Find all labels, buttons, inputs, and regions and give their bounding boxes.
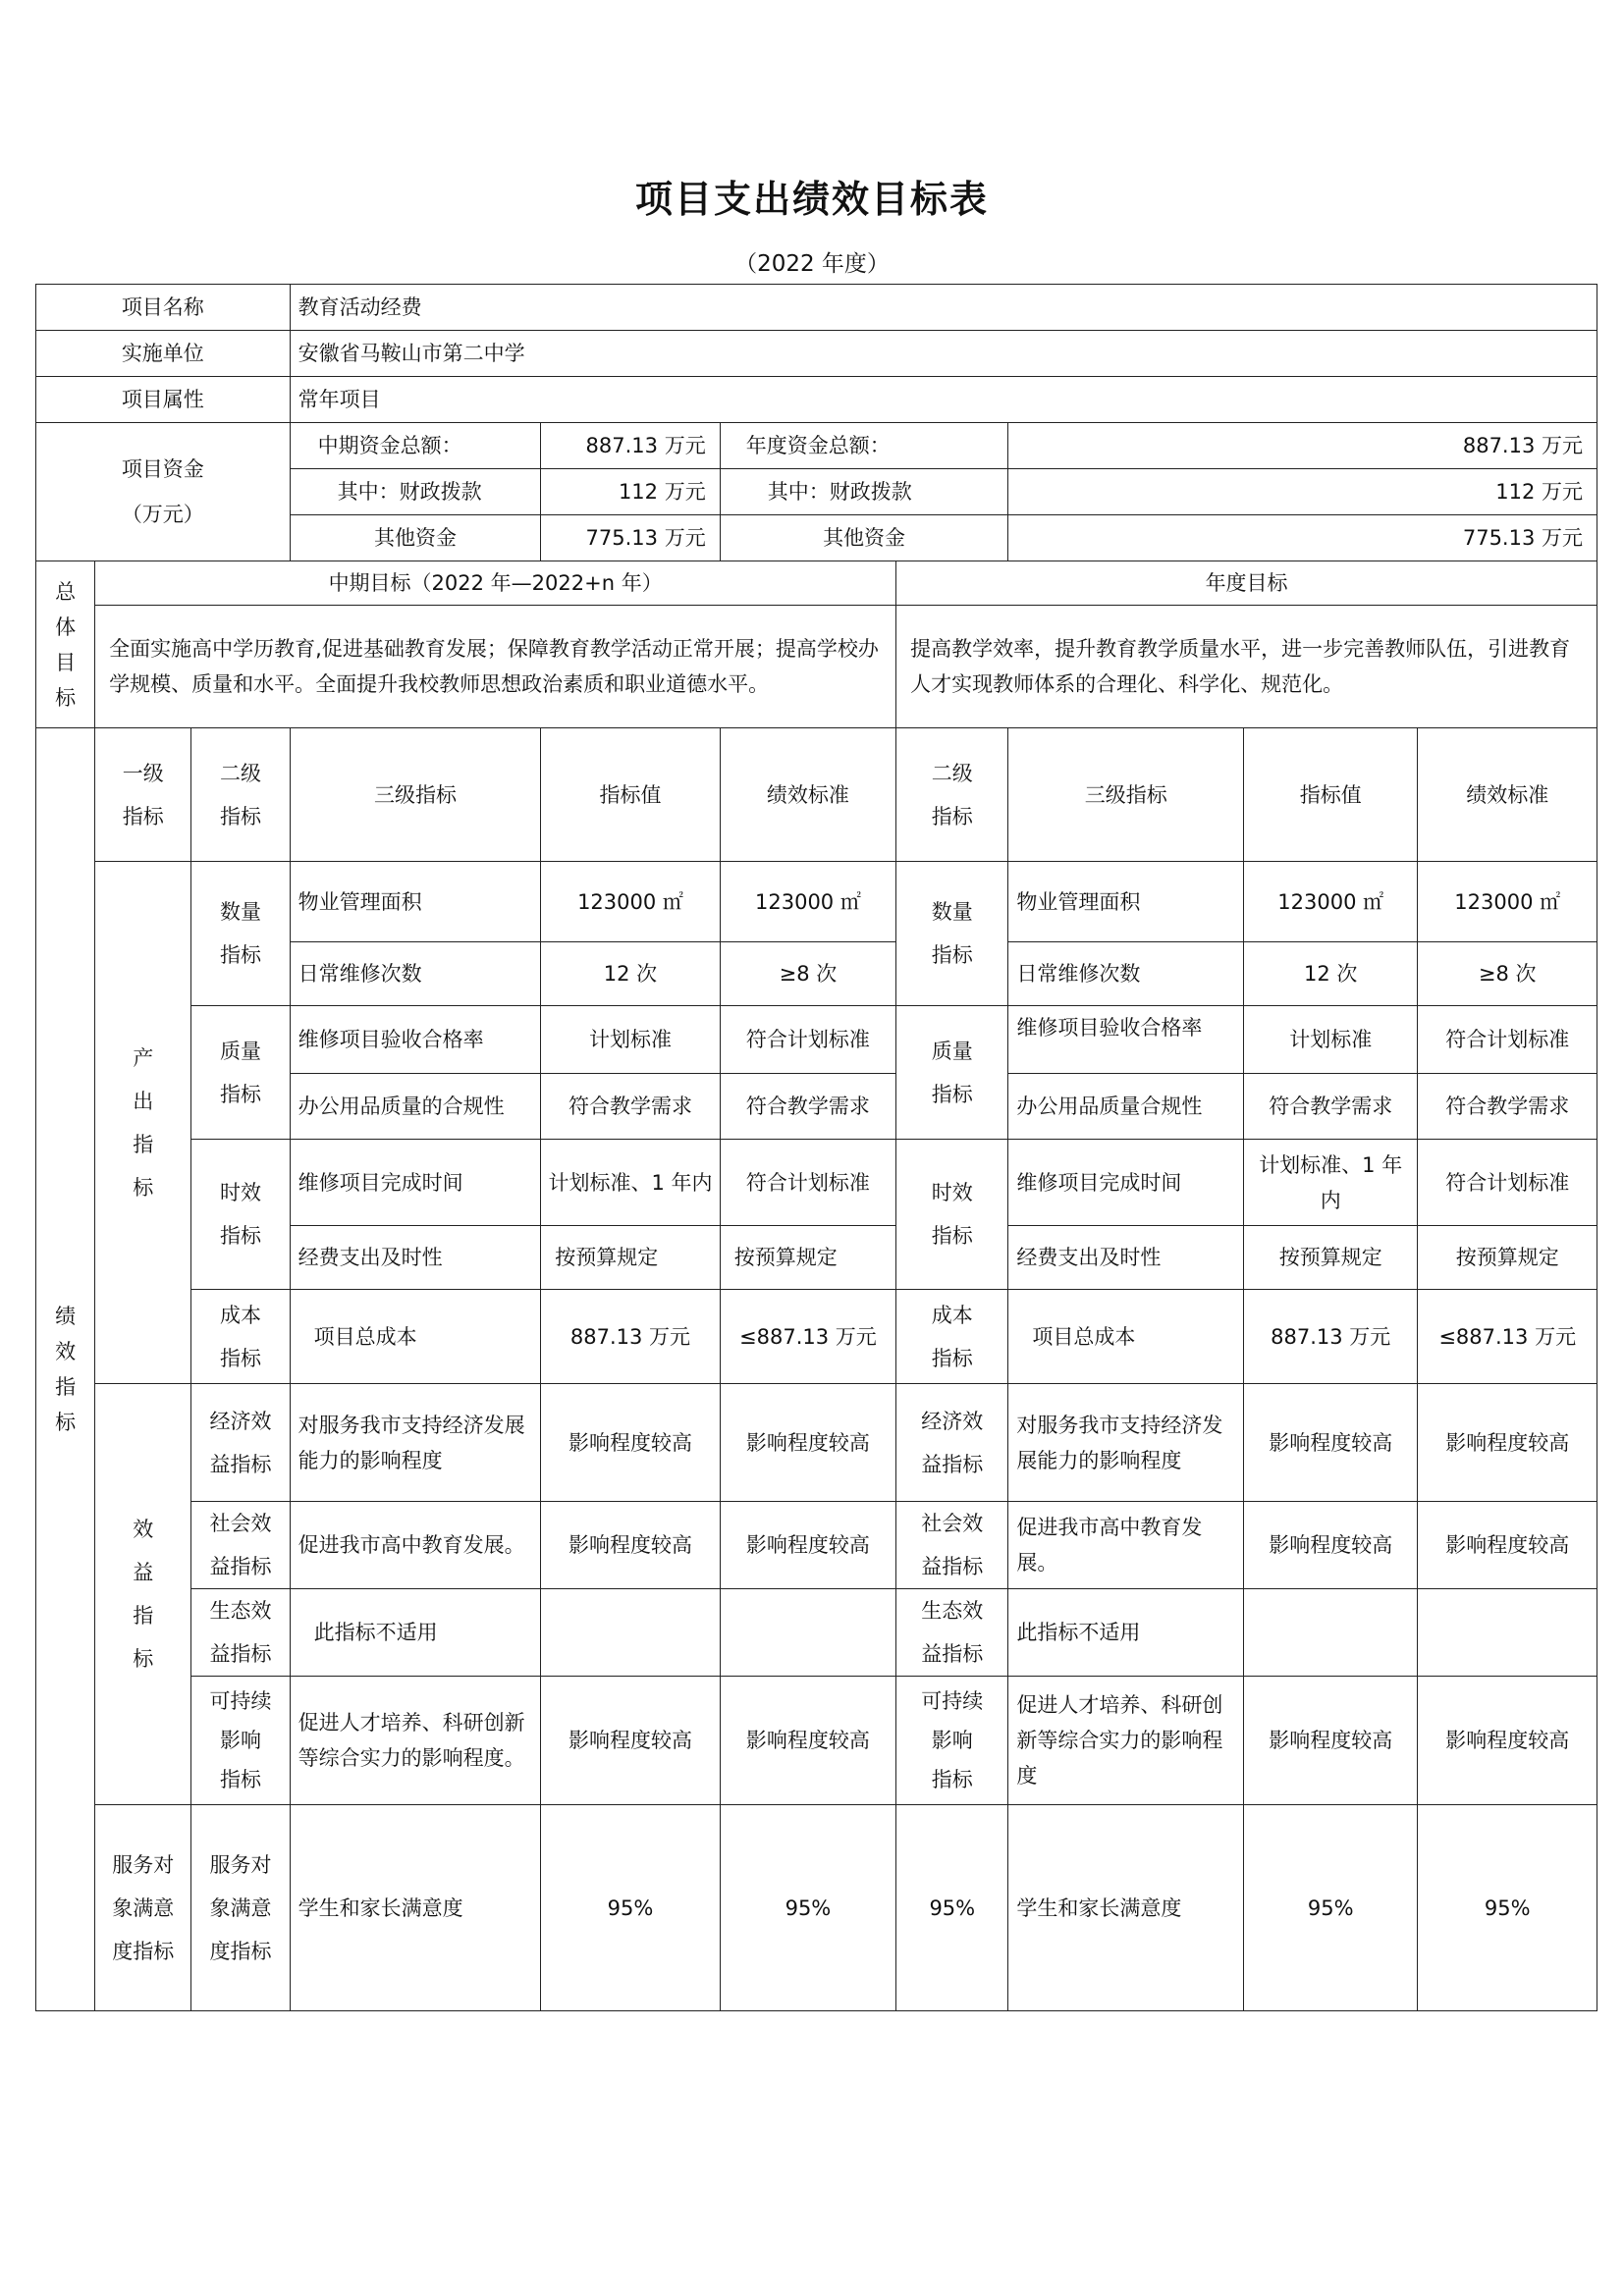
table-row: 对服务我市支持经济发展能力的影响程度	[1008, 1384, 1244, 1502]
project-fund-label: 项目资金 （万元）	[36, 423, 291, 561]
header-level1: 一级 指标	[95, 728, 191, 862]
table-cell: 按预算规定	[720, 1226, 895, 1290]
year-other-label: 其他资金	[720, 515, 1008, 561]
table-cell: 符合教学需求	[720, 1074, 895, 1140]
output-indicator-label: 产 出 指 标	[95, 862, 191, 1384]
table-cell: 影响程度较高	[1418, 1384, 1597, 1502]
table-cell: 符合教学需求	[1418, 1074, 1597, 1140]
mid-goal-header: 中期目标（2022 年—2022+n 年）	[95, 561, 896, 606]
header-standard: 绩效标准	[720, 728, 895, 862]
quantity-indicator: 数量 指标	[191, 862, 290, 1006]
annual-goal-header: 年度目标	[896, 561, 1597, 606]
table-row: 办公用品质量的合规性	[290, 1074, 541, 1140]
table-cell	[1244, 1589, 1418, 1677]
social-benefit-indicator: 社会效 益指标	[191, 1502, 290, 1589]
table-cell: 按预算规定	[541, 1226, 720, 1290]
economic-benefit-indicator: 经济效 益指标	[191, 1384, 290, 1502]
mid-goal-text: 全面实施高中学历教育,促进基础教育发展；保障教育教学活动正常开展；提高学校办学规模、质量和水平。全面提升我校教师思想政治素质和职业道德水平。	[95, 606, 896, 728]
table-cell: 影响程度较高	[1418, 1677, 1597, 1805]
table-cell: 影响程度较高	[541, 1677, 720, 1805]
timeliness-indicator: 时效 指标	[191, 1140, 290, 1290]
year-fiscal-value: 112 万元	[1008, 469, 1597, 515]
table-row: 促进人才培养、科研创新等综合实力的影响程度。	[290, 1677, 541, 1805]
table-cell: 887.13 万元	[1244, 1290, 1418, 1384]
table-row: 此指标不适用	[290, 1589, 541, 1677]
table-row: 维修项目完成时间	[290, 1140, 541, 1226]
header-level3-annual: 三级指标	[1008, 728, 1244, 862]
table-row: 促进我市高中教育发展。	[290, 1502, 541, 1589]
mid-fiscal-value: 112 万元	[541, 469, 720, 515]
table-cell: 影响程度较高	[1418, 1502, 1597, 1589]
header-level2-annual: 二级 指标	[896, 728, 1008, 862]
timeliness-indicator-annual: 时效 指标	[896, 1140, 1008, 1290]
table-cell: 影响程度较高	[541, 1384, 720, 1502]
table-row: 促进人才培养、科研创新等综合实力的影响程度	[1008, 1677, 1244, 1805]
cost-indicator-annual: 成本 指标	[896, 1290, 1008, 1384]
table-cell: 影响程度较高	[541, 1502, 720, 1589]
header-level3: 三级指标	[290, 728, 541, 862]
table-cell: 符合计划标准	[1418, 1006, 1597, 1074]
table-cell: 95%	[896, 1805, 1008, 2011]
table-row: 经费支出及时性	[1008, 1226, 1244, 1290]
page-title: 项目支出绩效目标表	[634, 178, 989, 221]
mid-fiscal-label: 其中：财政拨款	[290, 469, 541, 515]
table-cell: ≤887.13 万元	[720, 1290, 895, 1384]
performance-target-table	[35, 284, 1597, 2011]
table-cell: 影响程度较高	[1244, 1677, 1418, 1805]
table-row: 维修项目完成时间	[1008, 1140, 1244, 1226]
ecological-benefit-indicator: 生态效 益指标	[191, 1589, 290, 1677]
table-cell: 影响程度较高	[720, 1677, 895, 1805]
project-name-value: 教育活动经费	[290, 285, 1597, 331]
table-cell: 计划标准	[1244, 1006, 1418, 1074]
table-cell: 计划标准、1 年内	[1244, 1140, 1418, 1226]
table-cell: ≤887.13 万元	[1418, 1290, 1597, 1384]
table-cell: 按预算规定	[1418, 1226, 1597, 1290]
year-total-value: 887.13 万元	[1008, 423, 1597, 469]
mid-other-label: 其他资金	[290, 515, 541, 561]
annual-goal-text: 提高教学效率，提升教育教学质量水平，进一步完善教师队伍，引进教育人才实现教师体系的合理化、科学化、规范化。	[896, 606, 1597, 728]
table-row: 日常维修次数	[1008, 942, 1244, 1006]
overall-goal-label: 总 体 目 标	[36, 561, 95, 728]
table-row: 此指标不适用	[1008, 1589, 1244, 1677]
table-row: 办公用品质量合规性	[1008, 1074, 1244, 1140]
economic-benefit-indicator-annual: 经济效 益指标	[896, 1384, 1008, 1502]
table-row: 项目总成本	[290, 1290, 541, 1384]
year-total-label: 年度资金总额：	[720, 423, 1008, 469]
mid-total-value: 887.13 万元	[541, 423, 720, 469]
table-row: 日常维修次数	[290, 942, 541, 1006]
year-subtitle: （2022 年度）	[734, 251, 890, 277]
satisfaction-indicator-l2: 服务对 象满意 度指标	[191, 1805, 290, 2011]
table-cell: 符合计划标准	[720, 1006, 895, 1074]
table-row: 维修项目验收合格率	[290, 1006, 541, 1074]
sustainable-impact-indicator: 可持续 影响 指标	[191, 1677, 290, 1805]
cost-indicator: 成本 指标	[191, 1290, 290, 1384]
project-name-label: 项目名称	[36, 285, 291, 331]
table-row: 学生和家长满意度	[290, 1805, 541, 2011]
table-cell: 符合计划标准	[720, 1140, 895, 1226]
table-cell: 计划标准	[541, 1006, 720, 1074]
table-cell: 影响程度较高	[1244, 1384, 1418, 1502]
table-cell: 12 次	[1244, 942, 1418, 1006]
implementing-unit-value: 安徽省马鞍山市第二中学	[290, 331, 1597, 377]
quality-indicator-annual: 质量 指标	[896, 1006, 1008, 1140]
table-row: 物业管理面积	[1008, 862, 1244, 942]
table-row: 维修项目验收合格率	[1008, 1006, 1244, 1074]
table-cell: 123000 ㎡	[541, 862, 720, 942]
table-cell: 符合教学需求	[541, 1074, 720, 1140]
quality-indicator: 质量 指标	[191, 1006, 290, 1140]
table-cell: 123000 ㎡	[720, 862, 895, 942]
table-cell: 按预算规定	[1244, 1226, 1418, 1290]
header-level2: 二级 指标	[191, 728, 290, 862]
table-cell: 符合计划标准	[1418, 1140, 1597, 1226]
table-cell: 12 次	[541, 942, 720, 1006]
mid-other-value: 775.13 万元	[541, 515, 720, 561]
table-row: 项目总成本	[1008, 1290, 1244, 1384]
header-value-annual: 指标值	[1244, 728, 1418, 862]
table-cell: 123000 ㎡	[1418, 862, 1597, 942]
project-attribute-value: 常年项目	[290, 377, 1597, 423]
table-cell: 95%	[720, 1805, 895, 2011]
year-fiscal-label: 其中：财政拨款	[720, 469, 1008, 515]
table-cell: 95%	[1418, 1805, 1597, 2011]
table-cell: 符合教学需求	[1244, 1074, 1418, 1140]
table-row: 经费支出及时性	[290, 1226, 541, 1290]
benefit-indicator-label: 效 益 指 标	[95, 1384, 191, 1805]
mid-total-label: 中期资金总额：	[290, 423, 541, 469]
header-standard-annual: 绩效标准	[1418, 728, 1597, 862]
table-cell	[720, 1589, 895, 1677]
table-cell: 影响程度较高	[720, 1502, 895, 1589]
table-cell: 887.13 万元	[541, 1290, 720, 1384]
table-cell	[541, 1589, 720, 1677]
table-cell: 95%	[541, 1805, 720, 2011]
table-cell: 计划标准、1 年内	[541, 1140, 720, 1226]
implementing-unit-label: 实施单位	[36, 331, 291, 377]
table-row: 对服务我市支持经济发展能力的影响程度	[290, 1384, 541, 1502]
quantity-indicator-annual: 数量 指标	[896, 862, 1008, 1006]
table-cell: 123000 ㎡	[1244, 862, 1418, 942]
table-cell: ≥8 次	[720, 942, 895, 1006]
table-row: 学生和家长满意度	[1008, 1805, 1244, 2011]
year-other-value: 775.13 万元	[1008, 515, 1597, 561]
social-benefit-indicator-annual: 社会效 益指标	[896, 1502, 1008, 1589]
table-cell	[1418, 1589, 1597, 1677]
header-value: 指标值	[541, 728, 720, 862]
performance-indicator-label: 绩 效 指 标	[36, 728, 95, 2011]
table-cell: ≥8 次	[1418, 942, 1597, 1006]
ecological-benefit-indicator-annual: 生态效 益指标	[896, 1589, 1008, 1677]
table-cell: 影响程度较高	[1244, 1502, 1418, 1589]
table-row: 促进我市高中教育发展。	[1008, 1502, 1244, 1589]
table-row: 物业管理面积	[290, 862, 541, 942]
project-attribute-label: 项目属性	[36, 377, 291, 423]
table-cell: 95%	[1244, 1805, 1418, 2011]
satisfaction-indicator-l1: 服务对 象满意 度指标	[95, 1805, 191, 2011]
table-cell: 影响程度较高	[720, 1384, 895, 1502]
sustainable-impact-indicator-annual: 可持续 影响 指标	[896, 1677, 1008, 1805]
